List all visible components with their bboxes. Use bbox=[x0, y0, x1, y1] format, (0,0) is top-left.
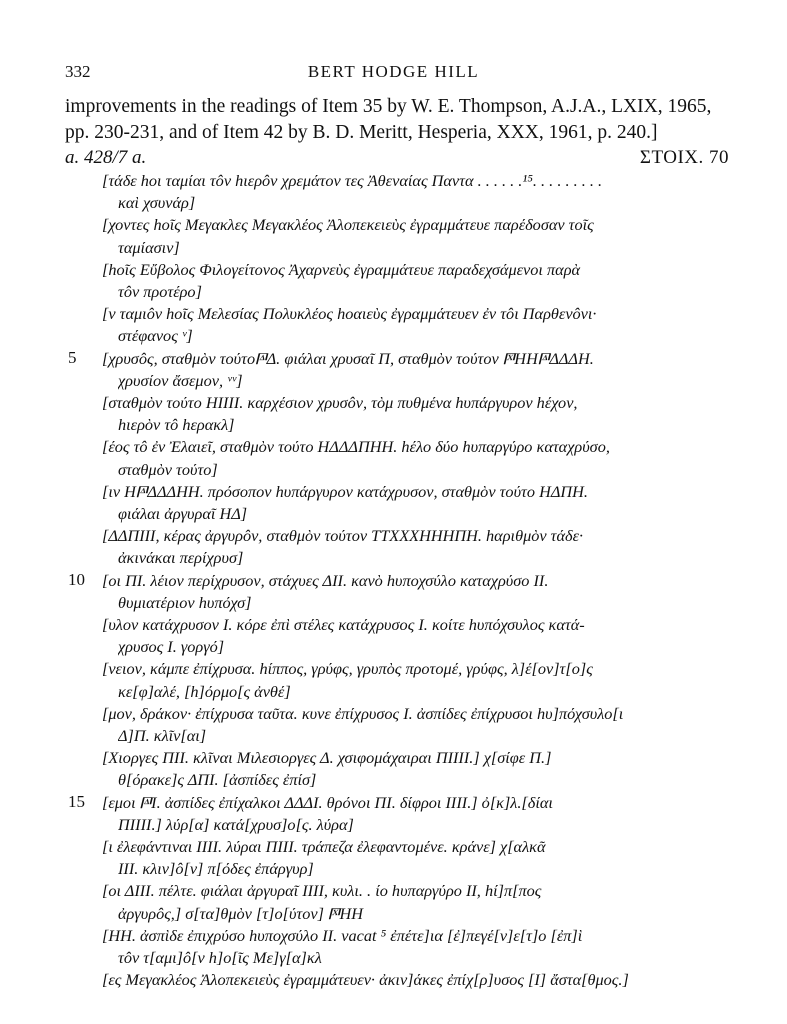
inscription-line: [τάδε hοι ταμίαι τôν hιερôν χρεμάτον τες Ἀθεναίας Παντα . . . . . .¹⁵. . . . . . . . . bbox=[102, 171, 603, 190]
inscription-line: [μον, δράκον· ἐπίχρυσα ταῦτα. κυνε ἐπίχρυσος Ι. ἀσπίδες ἐπίχρυσοι hυ]πόχσυλο[ι bbox=[102, 704, 624, 723]
inscription-line-continuation: σταθμὸν τούτο] bbox=[118, 460, 218, 479]
inscription-line: [οι ΔΙΙΙ. πέλτε. φιάλαι ἀργυραῖ ΙΙΙΙ, κυλι. . ίο hυπαργύρο ΙΙ, hί]π[πος bbox=[102, 881, 542, 900]
inscription-line: [ΔΔΠΙΙΙ, κέρας ἀργυρôν, σταθμὸν τούτον ΤΤΧΧΧΗΗΗΠΗ. hαριθμὸν τάδε· bbox=[102, 526, 584, 545]
inscription-line: [ν ταμιôν hοῖς Μελεσίας Πολυκλέος hοαιεὺς ἐγραμμάτευεν ἐν τôι Παρθενôνι· bbox=[102, 304, 597, 323]
inscription-line-continuation: ΙΙΙ. κλιν]ô[ν] π[όδες ἐπάργυρ] bbox=[118, 859, 314, 878]
inscription-line: [οι ΠΙ. λέιον περίχρυσον, στάχυες ΔΙΙ. κανὸ hυποχσύλο καταχρύσο ΙΙ. bbox=[102, 571, 549, 590]
inscription-line: [ιν Η𐅄ΔΔΔΗΗ. πρόσοπον hυπάργυρον κατάχρυσον, σταθμὸν τούτο ΗΔΠΗ. bbox=[102, 482, 588, 501]
inscription-line: [νειον, κάμπε ἐπίχρυσα. hίππος, γρύφς, γρυπὸς προτομέ, γρύφς, λ]έ[ον]τ[ο]ς bbox=[102, 659, 593, 678]
inscription-line: [ες Μεγακλέος Ἀλοπεκειεὺς ἐγραμμάτευεν· ἀκιν]άκες ἐπίχ[ρ]υσος [Ι] ἄστα[θμος.] bbox=[102, 970, 629, 989]
inscription-line-continuation: κε[φ]αλέ, [h]όρμο[ς ἀνθέ] bbox=[118, 682, 291, 701]
inscription-line-continuation: τôν προτέρο] bbox=[118, 282, 202, 301]
inscription-line-continuation: ταμίασιν] bbox=[118, 238, 180, 257]
inscription-line: [ι ἐλεφάντιναι ΙΙΙΙ. λύραι ΠΙΙΙ. τράπεζα ἐλεφαντομένε. κράνε] χ[αλκᾶ bbox=[102, 837, 546, 856]
date-reference: a. 428/7 a. bbox=[65, 147, 147, 168]
inscription-line: [Χιοργες ΠΙΙ. κλῖναι Μιλεσιοργες Δ. χσιφομάχαιραι ΠΙΙΙΙ.] χ[σίφε Π.] bbox=[102, 748, 552, 767]
stoichedon-reference: ΣΤΟΙΧ. 70 bbox=[639, 147, 729, 168]
inscription-line: [έος τô ἐν Ἐλαιεῖ, σταθμὸν τούτο ΗΔΔΔΠΗΗ. hέλο δύο hυπαργύρο καταχρύσο, bbox=[102, 437, 610, 456]
inscription-line: [σταθμὸν τούτο ΗΙΙΙΙ. καρχέσιον χρυσôν, τὸμ πυθμένα hυπάργυρον hέχον, bbox=[102, 393, 578, 412]
intro-paragraph: improvements in the readings of Item 35 by W. E. Thompson, A.J.A., LXIX, 1965, pp. 230-231, and of Item 42 by B. D. Meritt, Hesperia, XXX, 1961, p. 240.] bbox=[65, 96, 712, 143]
inscription-line: [hοῖς Εὔβολος Φιλογείτονος Ἀχαρνεὺς ἐγραμμάτευε παραδεχσάμενοι παρὰ bbox=[102, 260, 581, 279]
inscription-line-continuation: τôν τ[αμι]ô[ν h]ο[ῖς Με]γ[α]κλ bbox=[118, 948, 322, 967]
inscription-line-continuation: χρυσίον ἄσεμον, ᵛᵛ] bbox=[118, 371, 243, 390]
inscription-line-continuation: Δ]Π. κλῖν[αι] bbox=[118, 726, 207, 745]
running-header-author: BERT HODGE HILL bbox=[307, 62, 480, 81]
line-number: 10 bbox=[68, 570, 85, 589]
line-number: 15 bbox=[68, 792, 85, 811]
inscription-line: [εμοι 𐅄Ι. ἀσπίδες ἐπίχαλκοι ΔΔΔΙ. θρόνοι ΠΙ. δίφροι ΙΙΙΙ.] ὀ[κ]λ.[δίαι bbox=[102, 793, 553, 812]
inscription-line: [ΗΗ. ἀσπὶδε ἐπιχρύσο hυποχσύλο ΙΙ. vacat ⁵ ἐπέτε]ια [ἐ]πεγέ[ν]ε[τ]ο [ἐπ]ὶ bbox=[102, 926, 583, 945]
inscription-line-continuation: θυμιατέριον hυπόχσ] bbox=[118, 593, 252, 612]
inscription-line-continuation: hιερὸν τô hερακλ] bbox=[118, 415, 235, 434]
line-number: 5 bbox=[68, 348, 77, 367]
inscription-line-continuation: ΠΙΙΙΙ.] λύρ[α] κατά[χρυσ]ο[ς. λύρα] bbox=[118, 815, 354, 834]
inscription-line-continuation: ἀργυρôς,] σ[τα]θμὸν [τ]ο[ύτον] 𐅆ΗΗ bbox=[118, 904, 364, 923]
inscription-line-continuation: καὶ χσυνάρ] bbox=[118, 193, 196, 212]
inscription-line: [υλον κατάχρυσον Ι. κόρε ἐπὶ στέλες κατάχρυσος Ι. κοίτε hυπόχσυλος κατά- bbox=[102, 615, 585, 634]
inscription-line-continuation: χρυσος Ι. γοργό] bbox=[118, 637, 225, 656]
inscription-line-continuation: θ[όρακε]ς ΔΠΙ. [ἀσπίδες ἐπίσ] bbox=[118, 770, 317, 789]
inscription-line-continuation: ἀκινάκαι περίχρυσ] bbox=[118, 548, 244, 567]
page-number: 332 bbox=[65, 62, 91, 81]
inscription-line-continuation: φιάλαι ἀργυραῖ ΗΔ] bbox=[118, 504, 248, 523]
inscription-line: [χοντες hοῖς Μεγακλες Μεγακλέος Ἀλοπεκειεὺς ἐγραμμάτευε παρέδοσαν τοῖς bbox=[102, 215, 594, 234]
inscription-line-continuation: στέφανος ᵛ] bbox=[118, 326, 193, 345]
inscription-line: [χρυσôς, σταθμὸν τούτο𐅄Δ. φιάλαι χρυσαῖ Π, σταθμὸν τούτον 𐅆ΗΗ𐅄ΔΔΔΗ. bbox=[102, 349, 594, 368]
